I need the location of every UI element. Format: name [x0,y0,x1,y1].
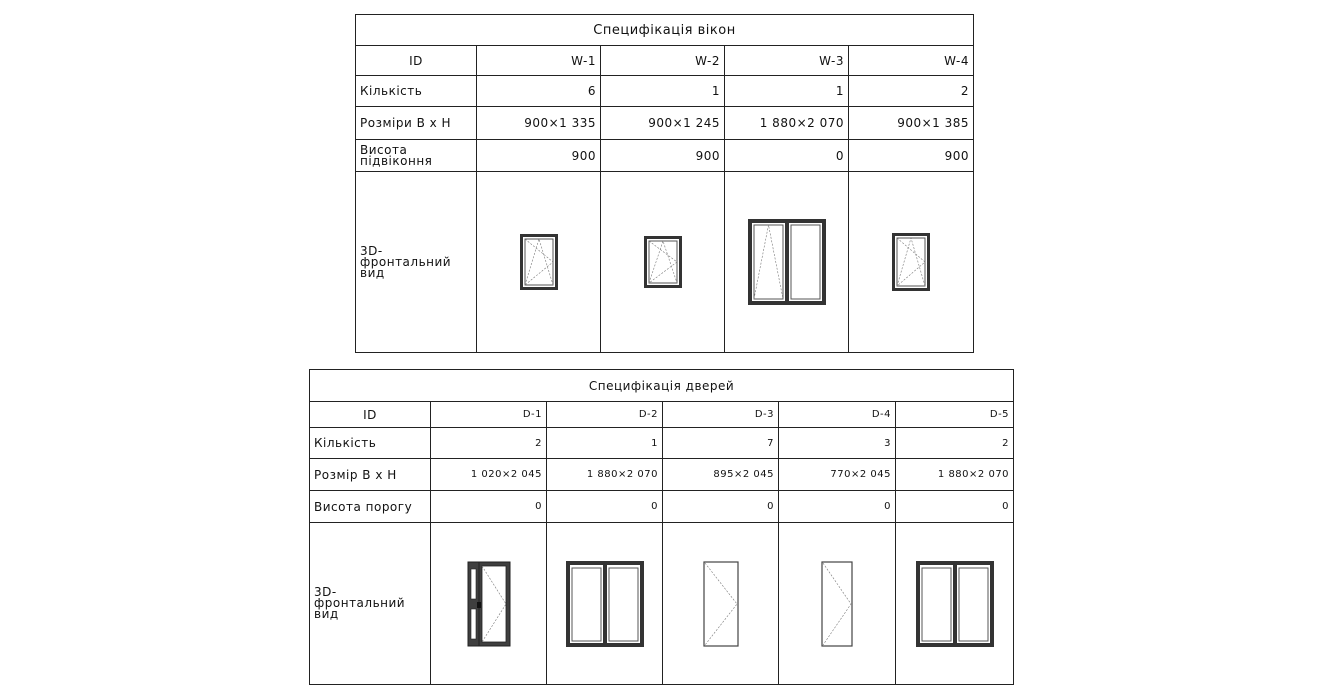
door-threshold-height: 0 [779,491,896,523]
row-label-front-view: 3D-фронтальний вид [356,172,477,353]
door-threshold-height: 0 [431,491,547,523]
door-threshold-height: 0 [663,491,779,523]
window-sill-height: 900 [477,140,601,172]
door-size: 895×2 045 [663,459,779,491]
window-schedule-table [355,14,974,353]
window-quantity: 6 [477,76,601,107]
door-threshold-height: 0 [896,491,1014,523]
window-w2-drawing [644,236,682,288]
door-d4-drawing [821,561,853,647]
window-front-view-cell [601,172,725,353]
window-w3-drawing [748,219,826,305]
door-quantity: 1 [547,428,663,459]
door-quantity: 2 [896,428,1014,459]
row-label-size: Розміри В х Н [356,107,477,140]
door-id: D-2 [547,402,663,428]
window-quantity: 2 [849,76,974,107]
door-schedule-table [309,369,1014,685]
door-schedule-title: Специфікація дверей [310,370,1014,402]
window-size: 1 880×2 070 [725,107,849,140]
door-d3-drawing [703,561,739,647]
door-id: D-4 [779,402,896,428]
door-size: 1 020×2 045 [431,459,547,491]
window-id: W-1 [477,46,601,76]
door-id: D-3 [663,402,779,428]
window-quantity: 1 [601,76,725,107]
window-size: 900×1 385 [849,107,974,140]
row-label-size: Розмір В х Н [310,459,431,491]
door-quantity: 2 [431,428,547,459]
door-size: 1 880×2 070 [896,459,1014,491]
row-label-sill-height: Висота підвіконня [356,140,477,172]
window-sill-height: 0 [725,140,849,172]
door-size: 770×2 045 [779,459,896,491]
door-id: D-5 [896,402,1014,428]
door-front-view-cell [431,523,547,685]
window-id: W-3 [725,46,849,76]
door-front-view-cell [779,523,896,685]
window-sill-height: 900 [849,140,974,172]
window-size: 900×1 245 [601,107,725,140]
door-threshold-height: 0 [547,491,663,523]
row-label-quantity: Кількість [356,76,477,107]
door-quantity: 3 [779,428,896,459]
window-sill-height: 900 [601,140,725,172]
row-label-id: ID [310,402,431,428]
door-d1-drawing [467,561,511,647]
door-front-view-cell [663,523,779,685]
door-d2-drawing [566,561,644,647]
window-id: W-2 [601,46,725,76]
window-quantity: 1 [725,76,849,107]
row-label-front-view: 3D-фронтальний вид [310,523,431,685]
door-front-view-cell [896,523,1014,685]
row-label-id: ID [356,46,477,76]
door-d5-drawing [916,561,994,647]
window-w1-drawing [520,234,558,290]
window-front-view-cell [725,172,849,353]
door-front-view-cell [547,523,663,685]
window-front-view-cell [477,172,601,353]
window-front-view-cell [849,172,974,353]
door-size: 1 880×2 070 [547,459,663,491]
window-size: 900×1 335 [477,107,601,140]
door-id: D-1 [431,402,547,428]
window-schedule-title: Специфікація вікон [356,15,974,46]
window-w4-drawing [892,233,930,291]
row-label-quantity: Кількість [310,428,431,459]
row-label-threshold-height: Висота порогу [310,491,431,523]
door-quantity: 7 [663,428,779,459]
window-id: W-4 [849,46,974,76]
